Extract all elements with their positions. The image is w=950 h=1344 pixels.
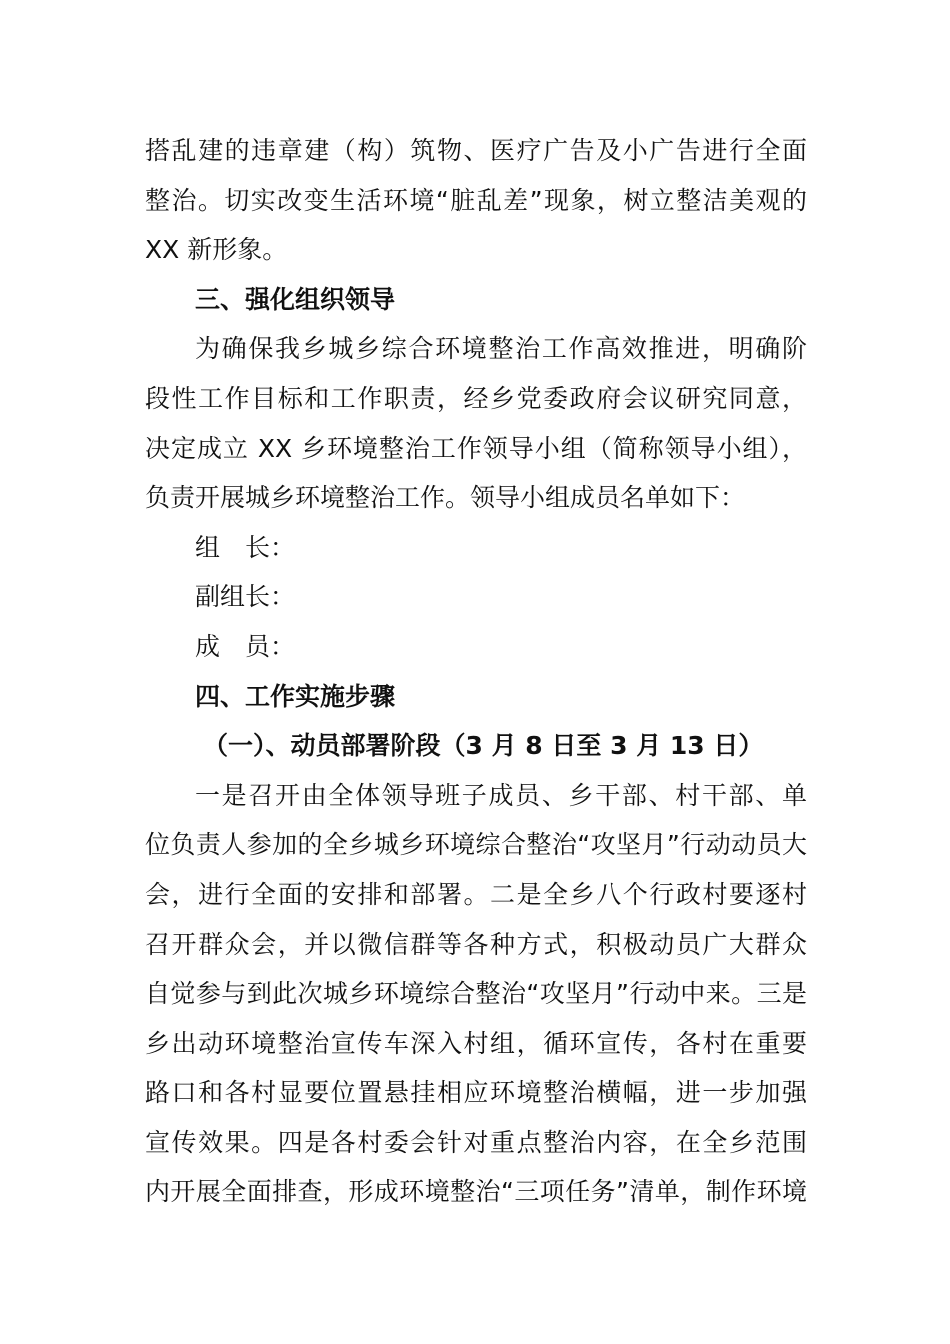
section-heading-3: 三、强化组织领导	[195, 284, 396, 314]
section-heading-4: 四、工作实施步骤	[195, 681, 396, 711]
paragraph-line: 段性工作目标和工作职责，经乡党委政府会议研究同意，	[145, 383, 807, 413]
member-members-label: 成 员：	[195, 631, 296, 661]
paragraph-line: 负责开展城乡环境整治工作。领导小组成员名单如下：	[145, 483, 746, 513]
paragraph-line: 宣传效果。四是各村委会针对重点整治内容，在全乡范围	[145, 1127, 807, 1157]
paragraph-line: 为确保我乡城乡综合环境整治工作高效推进，明确阶	[195, 334, 807, 364]
paragraph-line: 搭乱建的违章建（构）筑物、医疗广告及小广告进行全面	[145, 136, 807, 165]
paragraph-line: 内开展全面排查，形成环境整治“三项任务”清单，制作环境	[145, 1177, 807, 1207]
paragraph-line: 整治。切实改变生活环境“脏乱差”现象，树立整洁美观的	[145, 185, 807, 215]
paragraph-line: 自觉参与到此次城乡环境综合整治“攻坚月”行动中来。三是	[145, 979, 807, 1009]
document-page	[145, 126, 807, 1217]
paragraph-line: 召开群众会，并以微信群等各种方式，积极动员广大群众	[145, 929, 807, 959]
paragraph-line: XX 新形象。	[145, 235, 288, 265]
member-leader-label: 组 长：	[195, 532, 296, 562]
subsection-heading-1: （一）、动员部署阶段（3 月 8 日至 3 月 13 日）	[203, 731, 764, 761]
member-deputy-label: 副组长：	[195, 582, 296, 612]
paragraph-line: 决定成立 XX 乡环境整治工作领导小组（简称领导小组），	[145, 433, 807, 463]
paragraph-line: 乡出动环境整治宣传车深入村组，循环宣传，各村在重要	[145, 1028, 807, 1058]
paragraph-line: 位负责人参加的全乡城乡环境综合整治“攻坚月”行动动员大	[145, 830, 807, 860]
paragraph-line: 路口和各村显要位置悬挂相应环境整治横幅，进一步加强	[145, 1078, 807, 1108]
paragraph-line: 一是召开由全体领导班子成员、乡干部、村干部、单	[195, 780, 807, 810]
paragraph-line: 会，进行全面的安排和部署。二是全乡八个行政村要逐村	[145, 879, 807, 909]
